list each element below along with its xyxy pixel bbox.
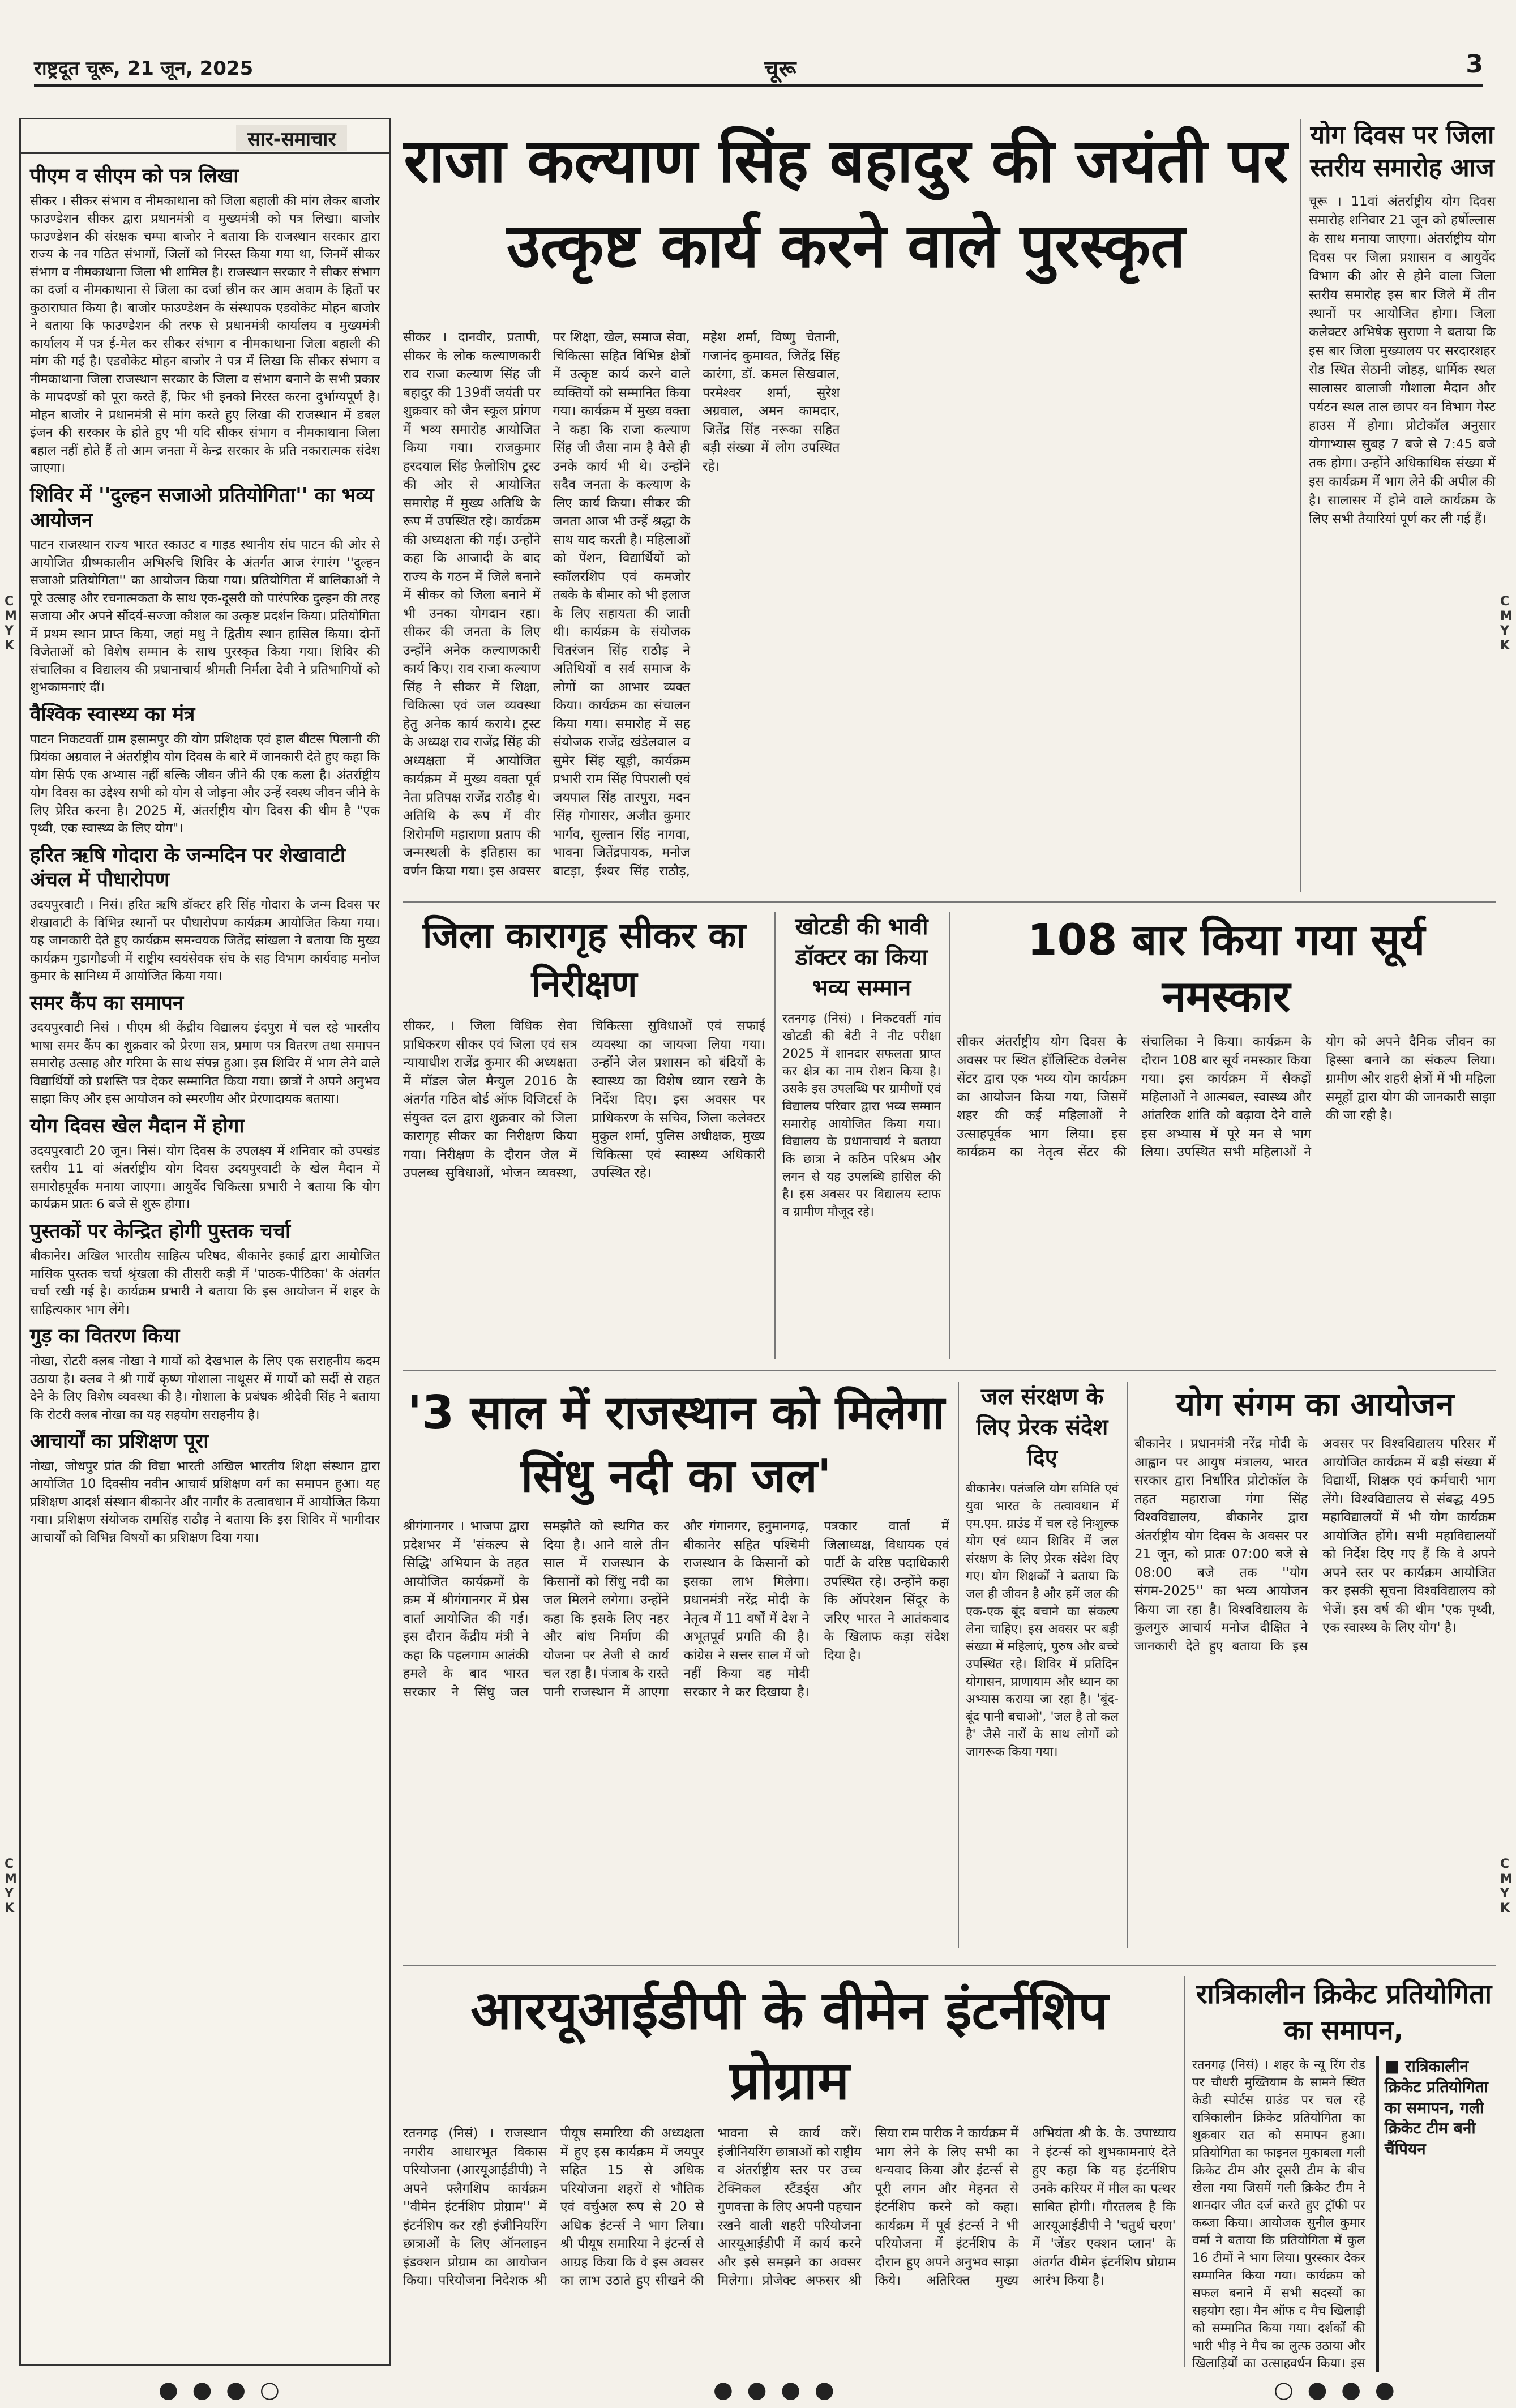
cmyk-marks-left-top: C M Y K	[5, 594, 17, 653]
sidebar-title: सार-समाचार	[236, 125, 347, 151]
brief-headline: पीएम व सीएम को पत्र लिखा	[30, 165, 239, 187]
brief-headline: आचार्यों का प्रशिक्षण पूरा	[30, 1430, 209, 1453]
brief-item	[30, 703, 380, 838]
brief-item	[30, 844, 380, 986]
brief-headline: शिविर में ''दुल्हन सजाओ प्रतियोगिता'' का भव्य आयोजन	[30, 484, 374, 532]
brief-text: बीकानेर। अखिल भारतीय साहित्य परिषद, बीकानेर इकाई द्वारा आयोजित मासिक पुस्तक चर्चा श्रृंखला की तीसरी कड़ी में 'पाठक-पीठिका' के अंतर्गत चर्चा रखी गई है। कार्यक्रम प्रभारी ने बताया कि इस आयोजन में शहर के साहित्यकार भाग लेंगे।	[30, 1248, 380, 1317]
water-text: बीकानेर। पतंजलि योग समिति एवं युवा भारत के तत्वावधान में एम.एम. ग्राउंड में चल रहे निःशुल्क योग एवं ध्यान शिविर में जल संरक्षण के लिए प्रेरक संदेश दिए गए। योग शिक्षकों ने बताया कि जल ही जीवन है और हमें जल की एक-एक बूंद बचाने का संकल्प लेना चाहिए। इस अवसर पर बड़ी संख्या में महिलाएं, पुरुष और बच्चे उपस्थित रहे। शिविर में प्रतिदिन योगासन, प्राणायाम और ध्यान का अभ्यास कराया जा रहा है। 'बूंद-बूंद पानी बचाओ', 'जल है तो कल है' जैसे नारों के साथ लोगों को जागरूक किया गया।	[966, 1482, 1119, 1759]
doctor-text: रतनगढ़ (निसं) । निकटवर्ती गांव खोटडी की बेटी ने नीट परीक्षा 2025 में शानदार सफलता प्राप्त कर क्षेत्र का नाम रोशन किया है। उसके इस उपलब्धि पर ग्रामीणों एवं विद्यालय परिवार द्वारा भव्य सम्मान समारोह आयोजित किया गया। विद्यालय के प्रधानाचार्य ने बताया कि छात्रा ने कठिन परिश्रम और लगन से यह उपलब्धि हासिल की है। इस अवसर पर विद्यालय स्टाफ व ग्रामीण मौजूद रहे।	[782, 1012, 941, 1219]
ruidp-text: रतनगढ़ (निसं) । राजस्थान नगरीय आधारभूत विकास परियोजना (आरयूआईडीपी) ने अपने फ्लैगशिप कार्यक्रम ''वीमेन इंटर्नशिप प्रोग्राम'' में इंटर्नशिप कर रही इंजीनियरिंग छात्राओं के लिए ऑनलाइन इंडक्शन प्रोग्राम का आयोजन किया। परियोजना निदेशक श्री पीयूष समारिया की अध्यक्षता में हुए इस कार्यक्रम में जयपुर सहित 15 से अधिक परियोजना शहरों से भौतिक एवं वर्चुअल रूप से 20 से अधिक इंटर्न्स ने भाग लिया। श्री पीयूष समारिया ने इंटर्न्स से आग्रह किया कि वे इस अवसर का लाभ उठाते हुए सीखने की भावना से कार्य करें। इंजीनियरिंग छात्राओं को राष्ट्रीय व अंतर्राष्ट्रीय स्तर पर उच्च टेक्निकल स्टैंडर्ड्स और गुणवत्ता के लिए अपनी पहचान रखने वाली शहरी परियोजना आरयूआईडीपी में कार्य करने और इसे समझने का अवसर मिलेगा। प्रोजेक्ट अफसर श्री सिया राम पारीक ने कार्यक्रम में भाग लेने के लिए सभी का धन्यवाद किया और इंटर्न्स से पूरी लगन और मेहनत से इंटर्नशिप करने को कहा। कार्यक्रम में पूर्व इंटर्न्स ने भी परियोजना में इंटर्नशिप के दौरान हुए अपने अनुभव साझा किये। अतिरिक्त मुख्य अभियंता श्री के. के. उपाध्याय ने इंटर्न्स को शुभकामनाएं देते हुए कहा कि यह इंटर्नशिप उनके करियर में मील का पत्थर साबित होगी। गौरतलब है कि आरयूआईडीपी ने 'चतुर्थ चरण' में 'जेंडर एक्शन प्लान' के अंतर्गत वीमेन इंटर्नशिप प्रोग्राम आरंभ किया है।	[403, 2126, 1176, 2288]
brief-headline: हरित ऋषि गोदारा के जन्मदिन पर शेखावाटी अंचल में पौधारोपण	[30, 844, 345, 892]
brief-item	[30, 1430, 380, 1547]
jail-article	[403, 912, 765, 1365]
yoga-sangam-text: बीकानेर । प्रधानमंत्री नरेंद्र मोदी के आह्वान पर आयुष मंत्रालय, भारत सरकार द्वारा निर्धारित प्रोटोकॉल के तहत महाराजा गंगा सिंह विश्वविद्यालय, बीकानेर द्वारा अंतर्राष्ट्रीय योग दिवस के अवसर पर 21 जून, को प्रातः 07:00 बजे से 08:00 बजे तक ''योग संगम-2025'' का भव्य आयोजन किया जा रहा है। विश्वविद्यालय के कुलगुरु आचार्य मनोज दीक्षित ने जानकारी देते हुए बताया कि इस अवसर पर विश्वविद्यालय परिसर में आयोजित कार्यक्रम में बड़ी संख्या में विद्यार्थी, शिक्षक एवं कर्मचारी भाग लेंगे। विश्वविद्यालय से संबद्ध 495 महाविद्यालयों में भी योग कार्यक्रम आयोजित होंगे। सभी महाविद्यालयों को निर्देश दिए गए हैं कि वे अपने अपने स्तर पर कार्यक्रम आयोजित कर इसकी सूचना विश्वविद्यालय को भेजें। इस वर्ष की थीम 'एक पृथ्वी, एक स्वास्थ्य के लिए योग' है।	[1134, 1436, 1496, 1654]
lead-article	[403, 328, 1289, 895]
column-rule	[1127, 1382, 1128, 1948]
ruidp-article	[403, 1976, 1176, 2372]
surya-text: सीकर अंतर्राष्ट्रीय योग दिवस के अवसर पर स्थित हॉलिस्टिक वेलनेस सेंटर द्वारा एक भव्य योग कार्यक्रम का आयोजन किया गया, जिसमें शहर की कई महिलाओं ने उत्साहपूर्वक भाग लिया। इस कार्यक्रम का नेतृत्व सेंटर की संचालिका ने किया। कार्यक्रम के दौरान 108 बार सूर्य नमस्कार किया गया। इस कार्यक्रम में सैकड़ों महिलाओं ने आत्मबल, स्वास्थ्य और आंतरिक शांति को बढ़ावा देने वाले इस अभ्यास में पूरे मन से भाग लिया। उपस्थित सभी महिलाओं ने योग को अपने दैनिक जीवन का हिस्सा बनाने का संकल्प लिया। ग्रामीण और शहरी क्षेत्रों में भी महिला समूहों द्वारा योग की जानकारी साझा की जा रही है।	[957, 1034, 1496, 1160]
bottom-dots-left: ● ● ● ○	[159, 2377, 283, 2403]
sidebar-header	[21, 119, 389, 154]
yoga-district-article	[1309, 119, 1496, 895]
water-conservation-article	[966, 1382, 1119, 1956]
cmyk-marks-left-bottom: C M Y K	[5, 1857, 17, 1915]
brief-text: उदयपुरवाटी 20 जून। निसं। योग दिवस के उपलक्ष्य में शनिवार को उपखंड स्तरीय 11 वां अंतर्राष्ट्रीय योग दिवस उदयपुरवाटी के खेल मैदान में समारोहपूर्वक मनाया जाएगा। आयुर्वेद चिकित्सा प्रभारी ने बताया कि योग कार्यक्रम प्रातः 6 बजे से शुरू होगा।	[30, 1143, 380, 1212]
brief-item	[30, 484, 380, 697]
sindhu-article	[403, 1382, 949, 1956]
brief-headline: समर कैंप का समापन	[30, 991, 184, 1015]
brief-headline: वैश्विक स्वास्थ्य का मंत्र	[30, 703, 195, 726]
lead-headline: राजा कल्याण सिंह बहादुर की जयंती पर उत्कृष्ट कार्य करने वाले पुरस्कृत	[404, 126, 1288, 281]
jail-headline: जिला कारागृह सीकर का निरीक्षण	[422, 915, 746, 1006]
brief-headline: पुस्तकों पर केन्द्रित होगी पुस्तक चर्चा	[30, 1220, 291, 1243]
header-city: चूरू	[764, 56, 796, 82]
brief-item	[30, 1114, 380, 1214]
sindhu-text: श्रीगंगानगर । भाजपा द्वारा प्रदेशभर में 'संकल्प से सिद्धि' अभियान के तहत आयोजित कार्यक्रमों के क्रम में श्रीगंगानगर में प्रेस वार्ता आयोजित की गई। इस दौरान केंद्रीय मंत्री ने कहा कि पहलगाम आतंकी हमले के बाद भारत सरकार ने सिंधु जल समझौते को स्थगित कर दिया है। आने वाले तीन साल में राजस्थान के किसानों को सिंधु नदी का जल मिलने लगेगा। उन्होंने कहा कि इसके लिए नहर और बांध निर्माण की योजना पर तेजी से कार्य चल रहा है। पंजाब के रास्ते पानी राजस्थान में आएगा और गंगानगर, हनुमानगढ़, बीकानेर सहित पश्चिमी राजस्थान के किसानों को इसका लाभ मिलेगा। प्रधानमंत्री नरेंद्र मोदी के नेतृत्व में 11 वर्षों में देश ने अभूतपूर्व प्रगति की है। कांग्रेस ने सत्तर साल में जो नहीं किया वह मोदी सरकार ने कर दिखाया है। पत्रकार वार्ता में जिलाध्यक्ष, विधायक एवं पार्टी के वरिष्ठ पदाधिकारी उपस्थित रहे। उन्होंने कहा कि ऑपरेशन सिंदूर के जरिए भारत ने आतंकवाद के खिलाफ कड़ा संदेश दिया है।	[403, 1519, 949, 1700]
cricket-article	[1192, 1976, 1496, 2372]
column-rule	[949, 912, 950, 1359]
section-rule	[403, 1965, 1496, 1966]
doctor-headline: खोटडी की भावी डॉक्टर का किया भव्य सम्मान	[795, 914, 928, 1001]
brief-text: पाटन निकटवर्ती ग्राम हसामपुर की योग प्रशिक्षक एवं हाल बीटस पिलानी की प्रियंका अग्रवाल ने अंतर्राष्ट्रीय योग दिवस के बारे में जानकारी देते हुए कहा कि योग सिर्फ एक अभ्यास नहीं बल्कि जीवन जीने की एक कला है। अंतर्राष्ट्रीय योग दिवस का उद्देश्य सभी को योग से जोड़ना और उन्हें स्वस्थ जीवन जीने के लिए प्रेरित करना है। 2025 में, अंतर्राष्ट्रीय योग दिवस की थीम है "एक पृथ्वी, एक स्वास्थ्य के लिए योग"।	[30, 732, 380, 836]
column-rule	[1184, 1976, 1185, 2367]
column-rule	[1300, 119, 1301, 892]
yoga-district-headline: योग दिवस पर जिला स्तरीय समारोह आज	[1310, 121, 1494, 182]
cmyk-marks-right-top: C M Y K	[1500, 594, 1513, 653]
bottom-dots-center: ● ● ● ●	[713, 2377, 838, 2403]
yoga-district-text: चूरू । 11वां अंतर्राष्ट्रीय योग दिवस समारोह शनिवार 21 जून को हर्षोल्लास के साथ मनाया जाएगा। अंतर्राष्ट्रीय योग दिवस पर जिला प्रशासन व आयुर्वेद विभाग की ओर से होने वाला जिला स्तरीय समारोह इस बार जिले में तीन स्थानों पर आयोजित होगा। जिला कलेक्टर अभिषेक सुराणा ने बताया कि इस बार जिला मुख्यालय पर सरदारशहर रोड स्थित सेठानी जोहड़, धार्मिक स्थल सालासर बालाजी गौशाला मैदान और पर्यटन स्थल ताल छापर वन विभाग गेस्ट हाउस में होगा। प्रोटोकॉल अनुसार योगाभ्यास सुबह 7 बजे से 7:45 बजे तक होगा। उन्होंने अधिकाधिक संख्या में इस कार्यक्रम में भाग लेने की अपील की है। सालासर में होने वाले कार्यक्रम के लिए सभी तैयारियां पूर्ण कर ली गई हैं।	[1309, 194, 1496, 527]
doctor-article	[782, 912, 941, 1365]
cmyk-marks-right-bottom: C M Y K	[1500, 1857, 1513, 1915]
cricket-text: रतनगढ़ (निसं) । शहर के न्यू रिंग रोड पर चौधरी मुख्तियाम के सामने स्थित केडी स्पोर्टस ग्राउंड पर चल रहे रात्रिकालीन क्रिकेट प्रतियोगिता का शुक्रवार रात को समापन हुआ। प्रतियोगिता का फाइनल मुकाबला गली क्रिकेट टीम और दूसरी टीम के बीच खेला गया जिसमें गली क्रिकेट टीम ने शानदार जीत दर्ज करते हुए ट्रॉफी पर कब्जा किया। आयोजक सुनील कुमार वर्मा ने बताया कि प्रतियोगिता में कुल 16 टीमों ने भाग लिया। पुरस्कार देकर सम्मानित किया गया। कार्यक्रम को सफल बनाने में सभी सदस्यों का सहयोग रहा। मैन ऑफ द मैच खिलाड़ी को सम्मानित किया गया। दर्शकों की भारी भीड़ ने मैच का लुत्फ उठाया और खिलाड़ियों का उत्साहवर्धन किया। इस	[1192, 2058, 1365, 2371]
header-date: राष्ट्रदूत चूरू, 21 जून, 2025	[34, 57, 254, 80]
brief-item	[30, 991, 380, 1109]
column-rule	[774, 912, 776, 1359]
section-rule	[403, 1370, 1496, 1371]
news-brief-sidebar	[19, 118, 391, 2366]
brief-text: सीकर । सीकर संभाग व नीमकाथाना को जिला बहाली की मांग लेकर बाजोर फाउण्डेशन सीकर द्वारा प्रधानमंत्री व मुख्यमंत्री को पत्र लिखा। बाजोर फाउण्डेशन की संरक्षक चम्पा बाजोर ने बताया कि राजस्थान सरकार द्वारा राज्य के नव गठित संभागों, जिलों को निरस्त किया गया था, जिनमें सीकर संभाग व नीमकाथाना जिला भी शामिल है। राजस्थान सरकार ने सीकर संभाग का दर्जा व नीमकाथाना से जिला का दर्जा छीन कर आम अवाम के हितों पर कुठाराघात किया है। बाजोर फाउण्डेशन के संस्थापक एडवोकेट मोहन बाजोर ने बताया कि फाउण्डेशन की तरफ से प्रधानमंत्री कार्यालय व मुख्यमंत्री कार्यालय में पत्र ई-मेल कर सीकर संभाग व नीमकाथाना जिला बहाली की मांग की गई है। एडवोकेट मोहन बाजोर ने पत्र में लिखा कि सीकर संभाग व नीमकाथाना जिला राजस्थान सरकार के जिला व संभाग बनाने के सभी प्रकार के मापदण्डों को पूरा करते हैं, फिर भी इनको निरस्त करना दुर्भाग्यपूर्ण है। मोहन बाजोर ने प्रधानमंत्री से मांग करते हुए लिखा की राजस्थान में डबल इंजन की सरकार के होते हुए भी यदि सीकर संभाग व नीमकाथाना जिला बहाल नहीं होते हैं तो आम जनता में केन्द्र सरकार के प्रति नकारात्मक संदेश जाएगा।	[30, 193, 380, 476]
bullet-square-icon: ■	[1384, 2057, 1406, 2076]
ruidp-headline: आरयूआईडीपी के वीमेन इंटर्नशिप प्रोग्राम	[470, 1980, 1108, 2112]
yoga-sangam-headline: योग संगम का आयोजन	[1176, 1385, 1454, 1423]
brief-text: नोखा, रोटरी क्लब नोखा ने गायों को देखभाल के लिए एक सराहनीय कदम उठाया है। क्लब ने श्री गायें कृष्ण गोशाला नाथूसर में गायों को सर्दी से राहत देने के लिए विशेष व्यवस्था की है। गोशाला के प्रबंधक श्रीदेवी सिंह ने बताया कि रोटरी क्लब नोखा का यह सहयोग सराहनीय है।	[30, 1354, 380, 1422]
sindhu-headline: '3 साल में राजस्थान को मिलेगा सिंधु नदी का जल'	[408, 1386, 945, 1503]
brief-headline: योग दिवस खेल मैदान में होगा	[30, 1114, 245, 1137]
bottom-dots-right: ○ ● ● ●	[1274, 2377, 1398, 2403]
brief-text: उदयपुरवाटी निसं । पीएम श्री केंद्रीय विद्यालय इंदपुरा में चल रहे भारतीय भाषा समर कैंप का शुक्रवार को प्रेरणा सत्र, प्रमाण पत्र वितरण तथा समापन समारोह उत्साह और गरिमा के साथ संपन्न हुआ। इस शिविर में भाग लेने वाले विद्यार्थियों को प्रशस्ति पत्र देकर सम्मानित किया गया। छात्रों ने अपने अनुभव साझा किए और इस आयोजन को स्मरणीय और प्रेरणादायक बताया।	[30, 1020, 380, 1107]
brief-text: उदयपुरवाटी । निसं। हरित ऋषि डॉक्टर हरि सिंह गोदारा के जन्म दिवस पर शेखावाटी के विभिन्न स्थानों पर पौधारोपण कार्यक्रम आयोजित किया गया। यह जानकारी देते हुए कार्यक्रम समन्वयक जितेंद्र सांखला ने बताया कि मुख्य कार्यक्रम गुडागौडजी में राष्ट्रीय स्वयंसेवक संघ के सह विभाग कार्यवाह मनोज कुमार के सानिध्य में आयोजित किया गया।	[30, 897, 380, 983]
cricket-highlight-bullet: ■ रात्रिकालीन क्रिकेट प्रतियोगिता का समापन, गली क्रिकेट टीम बनी चैंपियन	[1376, 2056, 1496, 2372]
lead-headline-block	[403, 119, 1289, 320]
brief-item	[30, 164, 380, 478]
surya-namaskar-article	[957, 912, 1496, 1365]
brief-headline: गुड़ का वितरण किया	[30, 1325, 180, 1348]
column-rule	[958, 1382, 959, 1948]
section-rule	[403, 901, 1496, 903]
lead-text: सीकर । दानवीर, प्रतापी, सीकर के लोक कल्याणकारी राव राजा कल्याण सिंह जी बहादुर की 139वीं जयंती पर शुक्रवार को जैन स्कूल प्रांगण में भव्य समारोह आयोजित किया गया। राजकुमार हरदयाल सिंह फ़ैलोशिप ट्रस्ट की ओर से आयोजित समारोह में मुख्य अतिथि के रूप में उपस्थित रहे। कार्यक्रम की अध्यक्षता की गई। उन्होंने कहा कि आजादी के बाद राज्य के गठन में जिले बनाने में सीकर को जिला बनाने में भी उनका योगदान रहा। सीकर की जनता के लिए उन्होंने अनेक कल्याणकारी कार्य किए। राव राजा कल्याण सिंह ने सीकर में शिक्षा, चिकित्सा एवं जल व्यवस्था हेतु अनेक कार्य कराये। ट्रस्ट के अध्यक्ष राव राजेंद्र सिंह की अध्यक्षता में आयोजित कार्यक्रम में मुख्य वक्ता पूर्व नेता प्रतिपक्ष राजेंद्र राठौड़ थे। अतिथि के रूप में वीर शिरोमणि महाराणा प्रताप की जन्मस्थली के इतिहास का वर्णन किया गया। इस अवसर पर शिक्षा, खेल, समाज सेवा, चिकित्सा सहित विभिन्न क्षेत्रों में उत्कृष्ट कार्य करने वाले व्यक्तियों को सम्मानित किया गया। कार्यक्रम में मुख्य वक्ता ने कहा कि राजा कल्याण सिंह जी जैसा नाम है वैसे ही उनके कार्य भी थे। उन्होंने सदैव जनता के कल्याण के लिए कार्य किया। सीकर की जनता आज भी उन्हें श्रद्धा के साथ याद करती है। महिलाओं को पेंशन, विद्यार्थियों को स्कॉलरशिप एवं कमजोर तबके के बीमार को भी इलाज के लिए सहायता की जाती थी। कार्यक्रम के संयोजक चितरंजन सिंह राठौड़ ने अतिथियों व सर्व समाज के लोगों का आभार व्यक्त किया। कार्यक्रम का संचालन किया गया। समारोह में सह संयोजक राजेंद्र खंडेलवाल व सुमेर सिंह खूड़ी, कार्यक्रम प्रभारी राम सिंह पिपराली एवं जयपाल सिंह तारपुरा, मदन सिंह गोगासर, अजीत कुमार भार्गव, सुल्तान सिंह नागवा, भावना जितेंद्रपायक, मनोज बाटड़ा, ईश्वर सिंह राठौड़, महेश शर्मा, विष्णु चेतानी, गजानंद कुमावत, जितेंद्र सिंह कारंगा, डॉ. कमल सिखवाल, परमेश्वर शर्मा, सुरेश अग्रवाल, अमन कामदार, जितेंद्र सिंह नरूका सहित बड़ी संख्या में लोग उपस्थित रहे।	[403, 330, 840, 879]
brief-text: पाटन राजस्थान राज्य भारत स्काउट व गाइड स्थानीय संघ पाटन की ओर से आयोजित ग्रीष्मकालीन अभिरुचि शिविर के अंतर्गत आज रंगारंग ''दुल्हन सजाओ प्रतियोगिता'' का आयोजन किया गया। प्रतियोगिता में बालिकाओं ने पूरे उत्साह और रचनात्मकता के साथ एक-दूसरी को पारंपरिक दुल्हन की तरह सजाया और अपने सौंदर्य-सज्जा कौशल का उत्कृष्ट प्रदर्शन किया। प्रतियोगिता में प्रथम स्थान प्राप्त किया, जहां मधु ने द्वितीय स्थान हासिल किया। दोनों विजेताओं को विशेष सम्मान के साथ पुरस्कृत किया गया। शिविर की संचालिका व विद्यालय की प्रधानाचार्य श्रीमती निर्मला देवी ने प्रतिभागियों को शुभकामनाएं दीं।	[30, 537, 380, 695]
brief-item	[30, 1324, 380, 1424]
brief-item	[30, 1220, 380, 1319]
cricket-headline: रात्रिकालीन क्रिकेट प्रतियोगिता का समापन,	[1196, 1978, 1492, 2046]
yoga-sangam-article	[1134, 1382, 1496, 1956]
jail-text: सीकर, । जिला विधिक सेवा प्राधिकरण सीकर एवं जिला एवं सत्र न्यायाधीश राजेंद्र कुमार की अध्यक्षता में मॉडल जेल मैन्युल 2016 के अंतर्गत गठित बोर्ड ऑफ विजिटर्स के संयुक्त दल द्वारा शुक्रवार को जिला कारागृह सीकर का निरीक्षण किया गया। निरीक्षण के दौरान जेल में उपलब्ध सुविधाओं, भोजन व्यवस्था, चिकित्सा सुविधाओं एवं सफाई व्यवस्था का जायजा लिया गया। उन्होंने जेल प्रशासन को बंदियों के स्वास्थ्य का विशेष ध्यान रखने के निर्देश दिए। इस अवसर पर प्राधिकरण के सचिव, जिला कलेक्टर मुकुल शर्मा, पुलिस अधीक्षक, मुख्य चिकित्सा एवं स्वास्थ्य अधिकारी उपस्थित रहे।	[403, 1019, 765, 1181]
surya-headline: 108 बार किया गया सूर्य नमस्कार	[1027, 914, 1425, 1021]
page-number: 3	[1466, 50, 1483, 79]
brief-text: नोखा, जोधपुर प्रांत की विद्या भारती अखिल भारतीय शिक्षा संस्थान द्वारा आयोजित 10 दिवसीय नवीन आचार्य प्रशिक्षण वर्ग का समापन हुआ। यह प्रशिक्षण आदर्श संस्थान बीकानेर और नागौर के तत्वावधान में आयोजित किया गया। प्रशिक्षण संयोजक रामसिंह राठौड़ ने बताया कि इस शिविर में भागीदार आचार्यों को विभिन्न विषयों का प्रशिक्षण दिया गया।	[30, 1459, 380, 1545]
water-headline: जल संरक्षण के लिए प्रेरक संदेश दिए	[976, 1384, 1108, 1471]
page-header	[34, 50, 1483, 87]
